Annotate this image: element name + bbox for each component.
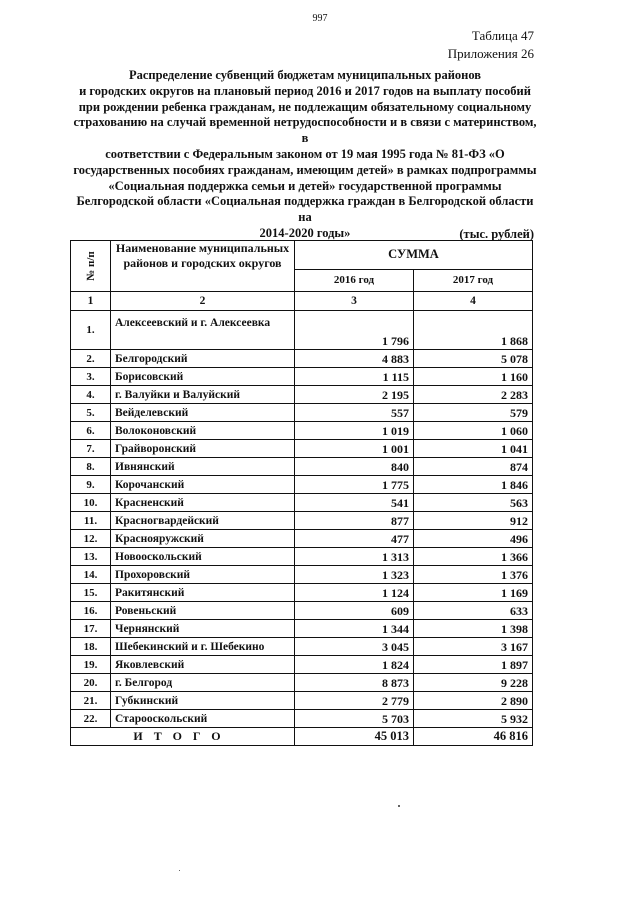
table-label: Таблица 47	[471, 28, 534, 43]
row-name: Корочанский	[111, 476, 295, 494]
row-number: 7.	[71, 440, 111, 458]
row-number: 15.	[71, 584, 111, 602]
row-number: 6.	[71, 422, 111, 440]
row-value-2016: 1 796	[295, 311, 414, 350]
row-name: Вейделевский	[111, 404, 295, 422]
row-name: Волоконовский	[111, 422, 295, 440]
row-value-2017: 563	[414, 494, 533, 512]
row-name: г. Валуйки и Валуйский	[111, 386, 295, 404]
column-index: 3	[295, 292, 414, 311]
row-value-2017: 5 932	[414, 710, 533, 728]
row-name: г. Белгород	[111, 674, 295, 692]
row-name: Ивнянский	[111, 458, 295, 476]
row-name: Алексеевский и г. Алексеевка	[111, 311, 295, 350]
row-value-2016: 541	[295, 494, 414, 512]
header-number: № п/п	[71, 241, 111, 292]
row-value-2017: 1 160	[414, 368, 533, 386]
row-name: Красногвардейский	[111, 512, 295, 530]
table-row	[71, 674, 533, 692]
total-2017: 46 816	[414, 728, 533, 746]
row-name: Шебекинский и г. Шебекино	[111, 638, 295, 656]
row-value-2017: 3 167	[414, 638, 533, 656]
row-number: 14.	[71, 566, 111, 584]
row-number: 4.	[71, 386, 111, 404]
header-name	[111, 241, 295, 292]
row-value-2016: 1 001	[295, 440, 414, 458]
table-row	[71, 620, 533, 638]
row-number: 17.	[71, 620, 111, 638]
row-value-2017: 496	[414, 530, 533, 548]
table-row	[71, 386, 533, 404]
header-name-line: районов и городских округов	[123, 256, 282, 270]
row-number: 22.	[71, 710, 111, 728]
total-row	[71, 728, 533, 746]
title-line: «Социальная поддержка семьи и детей» государственной программы	[108, 178, 502, 193]
row-name: Красненский	[111, 494, 295, 512]
row-number: 19.	[71, 656, 111, 674]
row-number: 3.	[71, 368, 111, 386]
title-line: государственных пособиях гражданам, имеющим детей» в рамках подпрограммы	[73, 162, 537, 177]
row-value-2016: 477	[295, 530, 414, 548]
row-value-2017: 1 041	[414, 440, 533, 458]
title-line: Распределение субвенций бюджетам муниципальных районов	[128, 68, 482, 82]
row-value-2016: 609	[295, 602, 414, 620]
row-value-2016: 3 045	[295, 638, 414, 656]
row-value-2017: 1 169	[414, 584, 533, 602]
row-value-2016: 1 775	[295, 476, 414, 494]
table-row	[71, 710, 533, 728]
table-row	[71, 494, 533, 512]
column-index: 1	[71, 292, 111, 311]
row-value-2017: 5 078	[414, 350, 533, 368]
table-row	[71, 566, 533, 584]
row-value-2017: 1 897	[414, 656, 533, 674]
header-year-2017: 2017 год	[414, 269, 533, 291]
row-number: 8.	[71, 458, 111, 476]
table-row	[71, 458, 533, 476]
table-row	[71, 350, 533, 368]
row-number: 13.	[71, 548, 111, 566]
row-number: 2.	[71, 350, 111, 368]
header-name-line: Наименование муниципальных	[115, 241, 290, 255]
row-number: 18.	[71, 638, 111, 656]
row-value-2016: 1 124	[295, 584, 414, 602]
column-index: 2	[111, 292, 295, 311]
table-row	[71, 530, 533, 548]
row-value-2016: 1 313	[295, 548, 414, 566]
row-value-2016: 1 323	[295, 566, 414, 584]
row-value-2017: 1 868	[414, 311, 533, 350]
row-value-2016: 8 873	[295, 674, 414, 692]
row-value-2016: 1 344	[295, 620, 414, 638]
total-label: ИТОГО	[71, 728, 295, 746]
row-name: Ровеньский	[111, 602, 295, 620]
row-number: 12.	[71, 530, 111, 548]
row-name: Яковлевский	[111, 656, 295, 674]
row-value-2016: 1 824	[295, 656, 414, 674]
subvention-table	[70, 240, 533, 746]
row-number: 10.	[71, 494, 111, 512]
table-row	[71, 440, 533, 458]
row-number: 16.	[71, 602, 111, 620]
row-number: 9.	[71, 476, 111, 494]
title-line: 2014-2020 годы»	[259, 225, 351, 240]
row-value-2017: 579	[414, 404, 533, 422]
title-line: соответствии с Федеральным законом от 19 мая 1995 года № 81-ФЗ «О	[105, 146, 505, 161]
table-row	[71, 311, 533, 350]
row-name: Губкинский	[111, 692, 295, 710]
page-number: 997	[312, 13, 328, 24]
row-name: Новооскольский	[111, 548, 295, 566]
title-line: и городских округов на плановый период 2016 и 2017 годов на выплату пособий	[79, 83, 531, 98]
row-value-2017: 1 376	[414, 566, 533, 584]
row-value-2017: 1 846	[414, 476, 533, 494]
row-name: Борисовский	[111, 368, 295, 386]
row-value-2016: 1 115	[295, 368, 414, 386]
row-value-2017: 874	[414, 458, 533, 476]
row-value-2017: 1 398	[414, 620, 533, 638]
row-name: Грайворонский	[111, 440, 295, 458]
row-name: Ракитянский	[111, 584, 295, 602]
total-2016: 45 013	[295, 728, 414, 746]
table-row	[71, 548, 533, 566]
header-sum: СУММА	[295, 241, 533, 270]
units-label: (тыс. рублей)	[459, 227, 534, 241]
row-value-2016: 557	[295, 404, 414, 422]
row-number: 21.	[71, 692, 111, 710]
row-value-2016: 1 019	[295, 422, 414, 440]
row-value-2016: 2 195	[295, 386, 414, 404]
title-line: при рождении ребенка гражданам, не подлежащим обязательному социальному	[78, 99, 532, 114]
row-value-2016: 4 883	[295, 350, 414, 368]
row-name: Чернянский	[111, 620, 295, 638]
table-row	[71, 602, 533, 620]
row-value-2017: 1 060	[414, 422, 533, 440]
table-row	[71, 368, 533, 386]
row-name: Старооскольский	[111, 710, 295, 728]
row-name: Белгородский	[111, 350, 295, 368]
row-number: 1.	[71, 311, 111, 350]
table-row	[71, 692, 533, 710]
scan-speck	[398, 805, 400, 807]
row-value-2016: 2 779	[295, 692, 414, 710]
title-line: Белгородской области «Социальная поддержка граждан в Белгородской области на	[76, 194, 534, 225]
title-line: страхованию на случай временной нетрудоспособности и в связи с материнством, в	[73, 115, 537, 146]
table-row	[71, 512, 533, 530]
row-value-2016: 840	[295, 458, 414, 476]
row-name: Прохоровский	[111, 566, 295, 584]
table-row	[71, 404, 533, 422]
table-row	[71, 584, 533, 602]
appendix-label: Приложения 26	[447, 46, 534, 61]
column-index: 4	[414, 292, 533, 311]
row-number: 5.	[71, 404, 111, 422]
scan-speck	[179, 870, 180, 871]
row-value-2017: 9 228	[414, 674, 533, 692]
column-index-row	[71, 292, 533, 311]
table-row	[71, 656, 533, 674]
row-number: 20.	[71, 674, 111, 692]
row-value-2016: 5 703	[295, 710, 414, 728]
row-value-2017: 912	[414, 512, 533, 530]
row-name: Краснояружский	[111, 530, 295, 548]
row-value-2016: 877	[295, 512, 414, 530]
document-title	[70, 68, 540, 242]
table-row	[71, 638, 533, 656]
header-year-2016: 2016 год	[295, 269, 414, 291]
row-number: 11.	[71, 512, 111, 530]
table-row	[71, 422, 533, 440]
row-value-2017: 2 890	[414, 692, 533, 710]
row-value-2017: 1 366	[414, 548, 533, 566]
row-value-2017: 2 283	[414, 386, 533, 404]
table-row	[71, 476, 533, 494]
row-value-2017: 633	[414, 602, 533, 620]
